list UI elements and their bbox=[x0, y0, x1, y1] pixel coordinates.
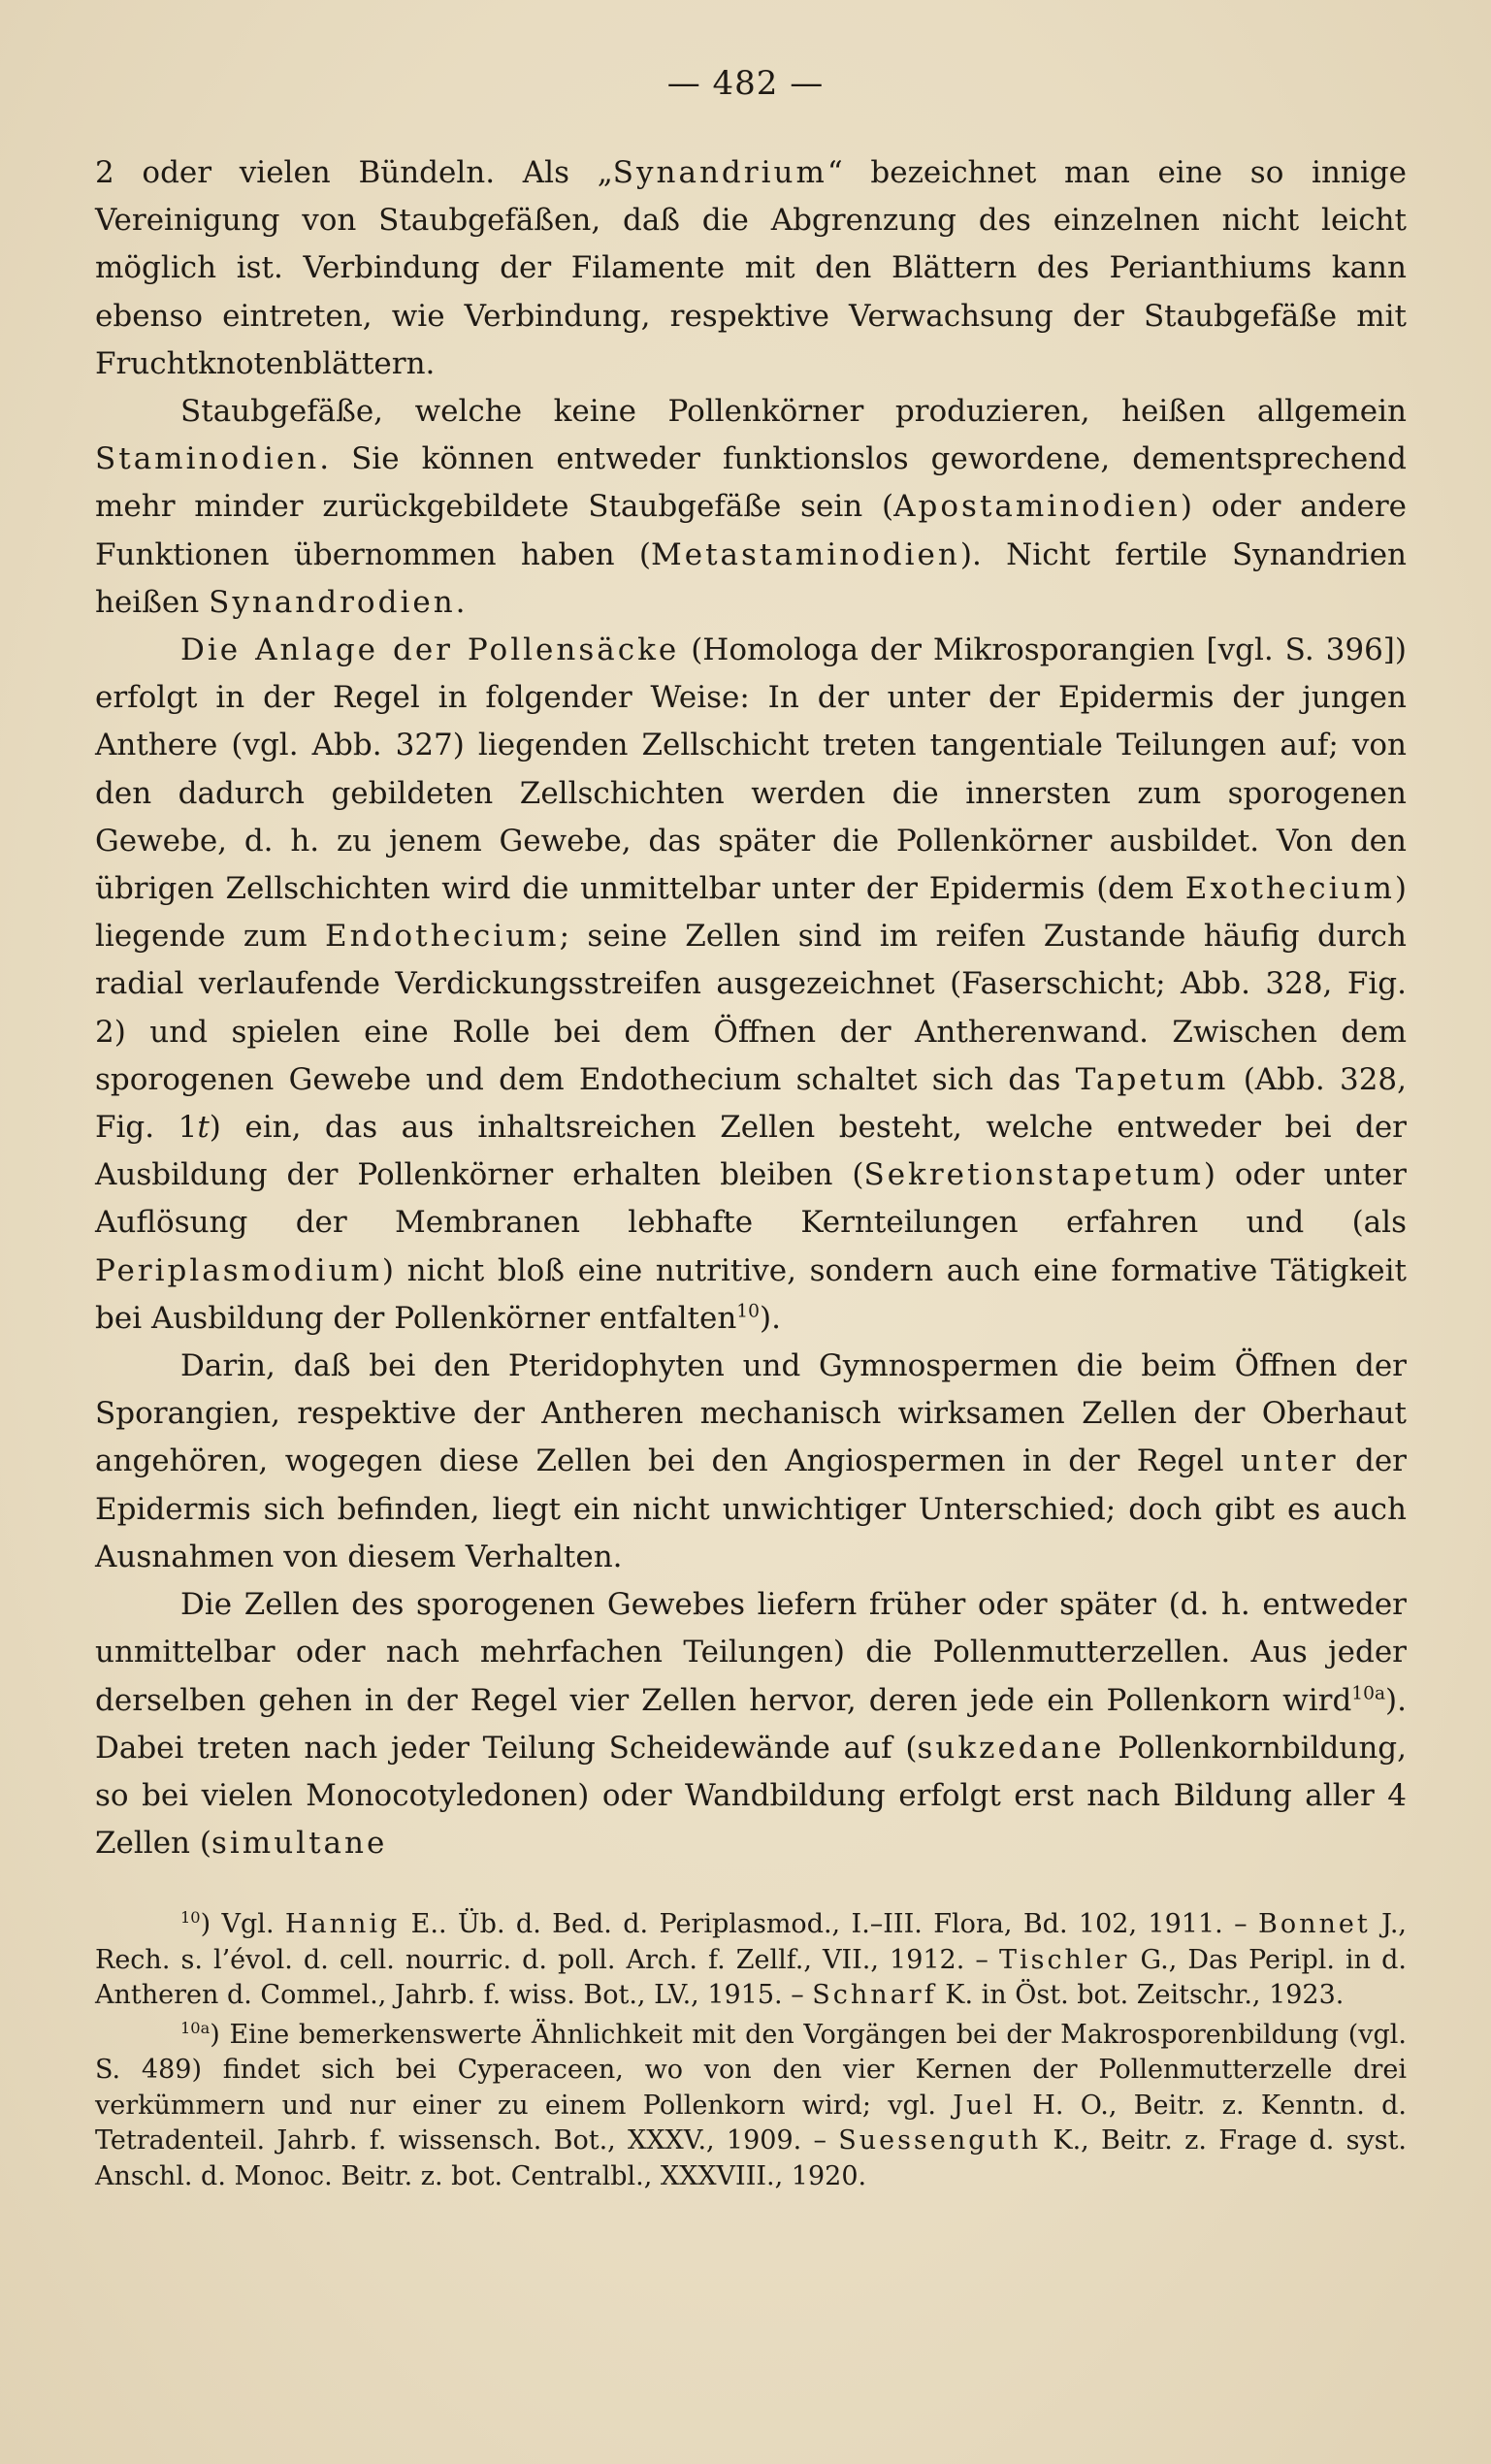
text-run: (Homologa der Mikrosporangien [vgl. S. 396]) erfolgt in der Regel in folgender Weise: In der unter der Epidermis der jungen Anthere (vgl. Abb. 327) liegenden Zellschicht treten tangentiale Teilungen auf; von den dadurch gebildeten Zellschichten werden die innersten zum sporogenen Gewebe, d. h. zu jenem Gewebe, das später die Pollenkörner ausbildet. Von den übrigen Zellschichten wird die unmittelbar unter der Epidermis (dem bbox=[95, 632, 1407, 907]
spaced-term: unter bbox=[1240, 1443, 1339, 1479]
text-run: ) Eine bemerkenswerte Ähnlichkeit mit den Vorgängen bei der Makrosporenbildung (vgl. S. 489) findet sich bei Cyperaceen, wo von den vier Kernen der Pollenmutterzelle drei verkümmern und nur einer zu einem Pollenkorn wird; vgl. bbox=[95, 2019, 1407, 2121]
text-run: K. in Öst. bot. Zeitschr., 1923. bbox=[936, 1980, 1345, 2010]
paragraph bbox=[95, 149, 1407, 388]
text-run: ) liegende zum bbox=[95, 871, 1407, 955]
text-run: Pollenkornbildung, so bei vielen Monocotyledonen) oder Wandbildung erfolgt erst nach Bildung aller 4 Zellen ( bbox=[95, 1730, 1407, 1862]
text-run: Staubgefäße, welche keine Pollenkörner produzieren, heißen allgemein bbox=[180, 394, 1407, 430]
main-text bbox=[95, 149, 1407, 1867]
italic-text: t bbox=[197, 1110, 210, 1146]
text-run: “ bezeichnet man eine so innige Vereinigung von Staubgefäßen, daß die Abgrenzung des einzelnen nicht leicht möglich ist. Verbindung der Filamente mit den Blättern des Perianthiums kann ebenso eintreten, wie Verbindung, respektive Verwachsung der Staubgefäße mit Fruchtknotenblättern. bbox=[95, 155, 1407, 381]
text-run: ). bbox=[759, 1300, 781, 1336]
spaced-term: Staminodien bbox=[95, 441, 320, 477]
spaced-term: Tapetum bbox=[1075, 1061, 1229, 1097]
spaced-term: sukzedane bbox=[917, 1730, 1105, 1766]
spaced-term: Juel bbox=[953, 2090, 1017, 2121]
text-run: ) oder andere Funktionen übernommen haben ( bbox=[95, 489, 1408, 572]
spaced-term: Bonnet bbox=[1258, 1909, 1371, 1939]
spaced-term: Endothecium bbox=[325, 919, 560, 955]
footnotes bbox=[95, 1907, 1407, 2194]
text-run: ) ein, das aus inhaltsreichen Zellen besteht, welche entweder bei der Ausbildung der Pollenkörner erhalten bleiben ( bbox=[95, 1110, 1408, 1193]
text-run: (Abb. 328, Fig. 1 bbox=[95, 1061, 1407, 1146]
spaced-term: Die Anlage der Pollensäcke bbox=[180, 632, 680, 668]
text-run: ) oder unter Auflösung der Membranen lebhafte Kernteilungen erfahren und (als bbox=[95, 1157, 1407, 1241]
spaced-term: Metastaminodien bbox=[650, 536, 960, 572]
spaced-term: simultane bbox=[211, 1826, 388, 1862]
paragraph bbox=[95, 627, 1407, 1343]
spaced-term: Synandrium bbox=[612, 155, 827, 190]
text-run: der Epidermis sich befinden, liegt ein nicht unwichtiger Unterschied; doch gibt es auch Ausnahmen von diesem Verhalten. bbox=[95, 1443, 1407, 1574]
footnote-ref: 10 bbox=[180, 1908, 201, 1927]
paragraph bbox=[95, 1343, 1407, 1581]
footnote-ref: 10a bbox=[180, 2018, 211, 2037]
text-run: ; seine Zellen sind im reifen Zustande häufig durch radial verlaufende Verdickungsstreifen ausgezeichnet (Faserschicht; Abb. 328, Fig. 2) und spielen eine Rolle bei dem Öffnen der Antherenwand. Zwischen dem sporogenen Gewebe und dem Endothecium schaltet sich das bbox=[95, 919, 1407, 1097]
text-run: ) nicht bloß eine nutritive, sondern auch eine formative Tätigkeit bei Ausbildung der Pollenkörner entfalten bbox=[95, 1252, 1407, 1336]
spaced-term: Synandrodien bbox=[209, 584, 456, 620]
text-run: K., Beitr. z. Frage d. syst. Anschl. d. Monoc. Beitr. z. bot. Centralbl., XXXVIII., 1920. bbox=[95, 2125, 1408, 2191]
text-run: ). Dabei treten nach jeder Teilung Scheidewände auf ( bbox=[95, 1682, 1407, 1766]
page-number: — 482 — bbox=[666, 64, 825, 103]
text-run: 2 oder vielen Bündeln. Als „ bbox=[95, 155, 613, 190]
spaced-term: Sekretionstapetum bbox=[863, 1157, 1204, 1193]
text-run: . Sie können entweder funktionslos gewordene, dementsprechend mehr minder zurückgebildete Staubgefäße sein ( bbox=[95, 441, 1407, 525]
spaced-term: Tischler bbox=[998, 1944, 1130, 1975]
spaced-term: Schnarf bbox=[812, 1980, 937, 2010]
paragraph bbox=[95, 1581, 1407, 1867]
text-run: E.. Üb. d. Bed. d. Periplasmod., I.–III. Flora, Bd. 102, 1911. – bbox=[400, 1909, 1258, 1939]
text-run: G., Das Peripl. in d. Antheren d. Commel., Jahrb. f. wiss. Bot., LV., 1915. – bbox=[95, 1944, 1407, 2010]
text-run: ). Nicht fertile Synandrien heißen bbox=[95, 536, 1407, 620]
footnote bbox=[95, 1907, 1407, 2014]
spaced-term: Suessenguth bbox=[838, 2125, 1042, 2156]
spaced-term: Hannig bbox=[284, 1909, 401, 1939]
text-run: Darin, daß bei den Pteridophyten und Gymnospermen die beim Öffnen der Sporangien, respektive der Antheren mechanisch wirksamen Zellen der Oberhaut angehören, wogegen diese Zellen bei den Angiospermen in der Regel bbox=[95, 1348, 1407, 1479]
footnote bbox=[95, 2018, 1407, 2195]
spaced-term: Exothecium bbox=[1184, 871, 1395, 907]
spaced-term: Periplasmodium bbox=[95, 1252, 382, 1288]
text-run: ) Vgl. bbox=[200, 1909, 285, 1939]
text-run: . bbox=[455, 584, 466, 620]
text-run: Die Zellen des sporogenen Gewebes liefern früher oder später (d. h. entweder unmittelbar oder nach mehrfachen Teilungen) die Pollenmutterzellen. Aus jeder derselben gehen in der Regel vier Zellen hervor, deren jede ein Pollenkorn wird bbox=[95, 1587, 1407, 1718]
footnote-ref: 10a bbox=[1351, 1683, 1386, 1704]
spaced-term: Apostaminodien bbox=[893, 489, 1181, 525]
footnote-ref: 10 bbox=[736, 1301, 760, 1322]
text-run: J., Rech. s. l’évol. d. cell. nourric. d. poll. Arch. f. Zellf., VII., 1912. – bbox=[95, 1909, 1407, 1975]
text-run: H. O., Beitr. z. Kenntn. d. Tetradenteil. Jahrb. f. wissensch. Bot., XXXV., 1909. – bbox=[95, 2090, 1407, 2156]
paragraph bbox=[95, 388, 1407, 627]
